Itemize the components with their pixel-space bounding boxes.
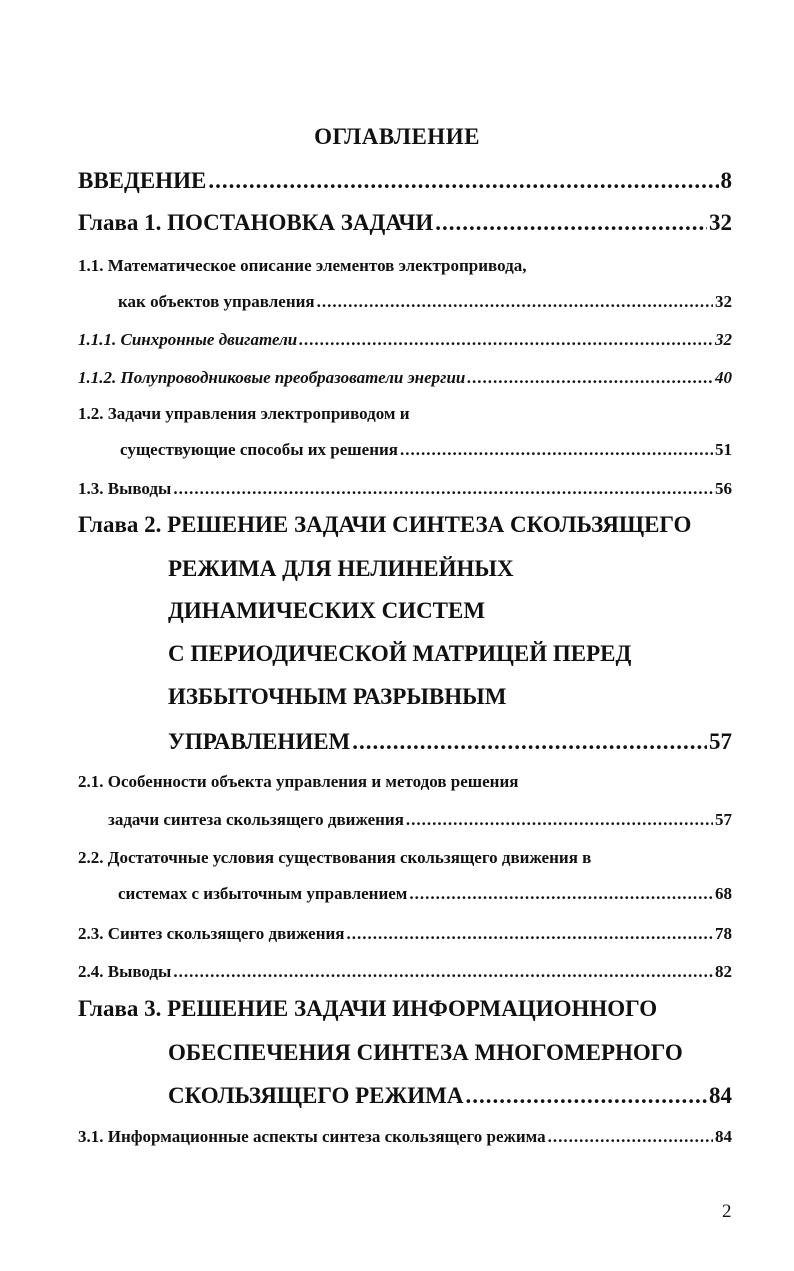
toc-leader-dots bbox=[548, 1127, 713, 1147]
toc-leader-dots bbox=[347, 924, 714, 944]
toc-entry-text: Глава 2. РЕШЕНИЕ ЗАДАЧИ СИНТЕЗА СКОЛЬЗЯЩЕГО bbox=[78, 512, 692, 537]
toc-entry-1-1-1 bbox=[78, 330, 732, 350]
toc-entry-page: 84 bbox=[709, 1083, 732, 1108]
toc-entry-2-2-cont bbox=[118, 884, 732, 904]
toc-leader-dots bbox=[409, 884, 713, 904]
toc-entry-page: 78 bbox=[715, 924, 732, 943]
toc-leader-dots bbox=[173, 962, 713, 982]
toc-entry-2-1 bbox=[78, 772, 518, 792]
toc-entry-text: С ПЕРИОДИЧЕСКОЙ МАТРИЦЕЙ ПЕРЕД bbox=[168, 641, 632, 666]
toc-leader-dots bbox=[173, 479, 713, 499]
toc-entry-page: 51 bbox=[715, 440, 732, 459]
toc-leader-dots bbox=[406, 810, 713, 830]
toc-leader-dots bbox=[400, 440, 713, 460]
toc-entry-text: Глава 1. ПОСТАНОВКА ЗАДАЧИ bbox=[78, 210, 434, 235]
toc-entry-chapter-2-cont bbox=[168, 598, 485, 624]
toc-leader-dots bbox=[467, 368, 713, 388]
toc-entry-text: 1.1.1. Синхронные двигатели bbox=[78, 330, 298, 349]
toc-entry-page: 57 bbox=[715, 810, 732, 829]
toc-entry-text: Глава 3. РЕШЕНИЕ ЗАДАЧИ ИНФОРМАЦИОННОГО bbox=[78, 996, 658, 1021]
toc-entry-chapter-1 bbox=[78, 210, 732, 236]
toc-entry-text: ОБЕСПЕЧЕНИЯ СИНТЕЗА МНОГОМЕРНОГО bbox=[168, 1040, 683, 1065]
toc-entry-chapter-3-last bbox=[168, 1083, 732, 1109]
toc-entry-text: РЕЖИМА ДЛЯ НЕЛИНЕЙНЫХ bbox=[168, 556, 514, 581]
toc-entry-introduction bbox=[78, 168, 732, 194]
toc-leader-dots bbox=[208, 168, 718, 194]
toc-entry-text: задачи синтеза скользящего движения bbox=[108, 810, 404, 829]
toc-entry-2-4 bbox=[78, 962, 732, 982]
toc-entry-chapter-3-cont bbox=[168, 1040, 683, 1066]
toc-entry-text: ИЗБЫТОЧНЫМ РАЗРЫВНЫМ bbox=[168, 684, 507, 709]
toc-entry-text: 3.1. Информационные аспекты синтеза скользящего режима bbox=[78, 1127, 546, 1146]
toc-entry-text: 2.3. Синтез скользящего движения bbox=[78, 924, 345, 943]
toc-entry-text: ДИНАМИЧЕСКИХ СИСТЕМ bbox=[168, 598, 486, 623]
toc-entry-text: 2.2. Достаточные условия существования скользящего движения в bbox=[78, 848, 592, 867]
toc-entry-1-1 bbox=[78, 256, 526, 276]
toc-entry-text: 2.1. Особенности объекта управления и методов решения bbox=[78, 772, 519, 791]
toc-entry-page: 32 bbox=[715, 330, 732, 349]
toc-entry-chapter-2-last bbox=[168, 729, 732, 755]
toc-leader-dots bbox=[352, 729, 707, 755]
toc-entry-page: 56 bbox=[715, 479, 732, 498]
toc-entry-text: УПРАВЛЕНИЕМ bbox=[168, 729, 351, 754]
toc-entry-text: 2.4. Выводы bbox=[78, 962, 172, 981]
toc-entry-text: СКОЛЬЗЯЩЕГО РЕЖИМА bbox=[168, 1083, 464, 1108]
toc-entry-page: 82 bbox=[715, 962, 732, 981]
toc-entry-chapter-2 bbox=[78, 512, 691, 538]
toc-entry-1-1-cont bbox=[118, 292, 732, 312]
toc-entry-chapter-2-cont bbox=[168, 641, 631, 667]
toc-entry-2-3 bbox=[78, 924, 732, 944]
toc-entry-text: ВВЕДЕНИЕ bbox=[78, 168, 207, 193]
toc-entry-page: 8 bbox=[720, 168, 732, 193]
toc-entry-1-2-cont bbox=[120, 440, 732, 460]
toc-leader-dots bbox=[435, 210, 707, 236]
toc-entry-chapter-2-cont bbox=[168, 556, 514, 582]
toc-entry-1-3 bbox=[78, 479, 732, 499]
toc-entry-text: 1.1.2. Полупроводниковые преобразователи энергии bbox=[78, 368, 466, 387]
toc-entry-text: 1.1. Математическое описание элементов электропривода, bbox=[78, 256, 527, 275]
toc-entry-1-1-2 bbox=[78, 368, 732, 388]
toc-entry-text: 1.2. Задачи управления электроприводом и bbox=[78, 404, 410, 423]
toc-entry-text: 1.3. Выводы bbox=[78, 479, 172, 498]
toc-leader-dots bbox=[299, 330, 713, 350]
toc-entry-1-2 bbox=[78, 404, 410, 424]
page-number: 2 bbox=[722, 1201, 732, 1222]
toc-entry-text: как объектов управления bbox=[118, 292, 315, 311]
page-title: ОГЛАВЛЕНИЕ bbox=[314, 124, 480, 149]
toc-entry-2-1-cont bbox=[108, 810, 732, 830]
toc-entry-page: 32 bbox=[709, 210, 732, 235]
toc-entry-3-1 bbox=[78, 1127, 732, 1147]
toc-entry-page: 40 bbox=[715, 368, 732, 387]
toc-entry-page: 68 bbox=[715, 884, 732, 903]
toc-leader-dots bbox=[317, 292, 713, 312]
toc-entry-chapter-2-cont bbox=[168, 684, 506, 710]
toc-entry-text: существующие способы их решения bbox=[120, 440, 398, 459]
toc-entry-page: 84 bbox=[715, 1127, 732, 1146]
toc-leader-dots bbox=[465, 1083, 707, 1109]
toc-entry-page: 57 bbox=[709, 729, 732, 754]
toc-entry-text: системах с избыточным управлением bbox=[118, 884, 408, 903]
toc-entry-chapter-3 bbox=[78, 996, 657, 1022]
toc-entry-2-2 bbox=[78, 848, 591, 868]
toc-entry-page: 32 bbox=[715, 292, 732, 311]
